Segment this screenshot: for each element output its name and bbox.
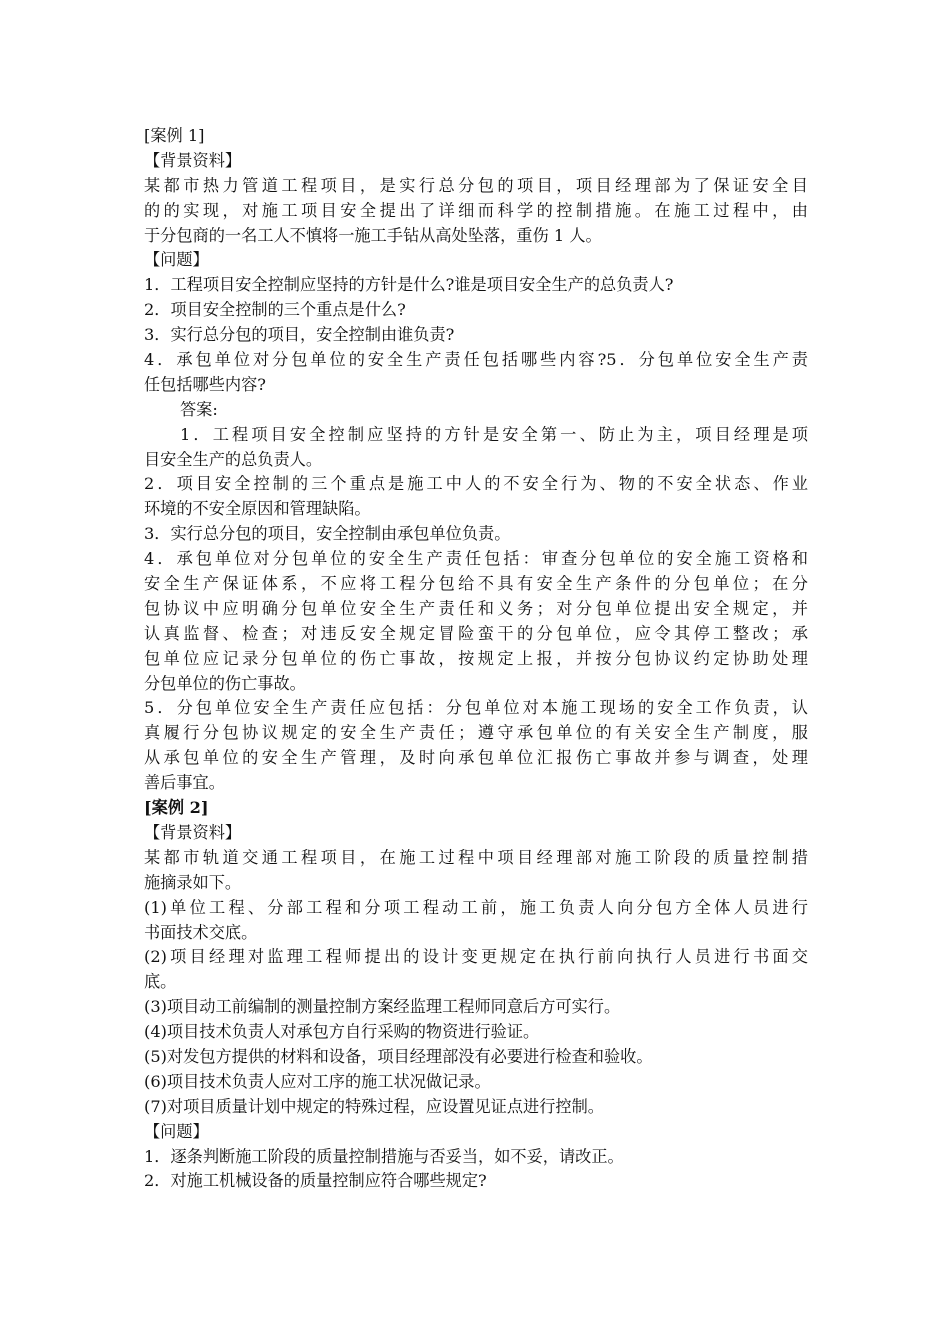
paragraph-line: 施摘录如下。 xyxy=(144,872,242,892)
answer-line: 4．承包单位对分包单位的安全生产责任包括：审查分包单位的安全施工资格和 xyxy=(144,549,808,569)
answer-line: 从承包单位的安全生产管理，及时向承包单位汇报伤亡事故并参与调查，处理 xyxy=(144,748,808,768)
case1-background-heading: 【背景资料】 xyxy=(144,150,242,170)
paragraph-line: 底。 xyxy=(144,972,177,992)
case2-title: [案例 2] xyxy=(144,798,209,818)
case1-answers xyxy=(144,423,808,796)
answer-line: 环境的不安全原因和管理缺陷。 xyxy=(144,499,371,519)
answer-line: 善后事宜。 xyxy=(144,773,225,793)
answer-line: 5．分包单位安全生产责任应包括：分包单位对本施工现场的安全工作负责，认 xyxy=(144,698,808,718)
case2-question-heading: 【问题】 xyxy=(144,1121,209,1141)
paragraph-line: (5)对发包方提供的材料和设备，项目经理部没有必要进行检查和验收。 xyxy=(144,1046,653,1066)
question-line: 3．实行总分包的项目，安全控制由谁负责? xyxy=(144,325,455,345)
answer-line: 目安全生产的总负责人。 xyxy=(144,449,323,469)
question-line: 4．承包单位对分包单位的安全生产责任包括哪些内容?5．分包单位安全生产责 xyxy=(144,350,808,370)
paragraph-line: 书面技术交底。 xyxy=(144,922,258,942)
paragraph-line: (7)对项目质量计划中规定的特殊过程，应设置见证点进行控制。 xyxy=(144,1096,604,1116)
paragraph-line: 某都市轨道交通工程项目，在施工过程中项目经理部对施工阶段的质量控制措 xyxy=(144,847,808,867)
paragraph-line: (1)单位工程、分部工程和分项工程动工前，施工负责人向分包方全体人员进行 xyxy=(144,897,808,917)
answer-line: 1．工程项目安全控制应坚持的方针是安全第一、防止为主，项目经理是项 xyxy=(180,424,808,444)
question-line: 1．工程项目安全控制应坚持的方针是什么?谁是项目安全生产的总负责人? xyxy=(144,275,674,295)
case1-background xyxy=(144,174,808,249)
answer-line: 安全生产保证体系，不应将工程分包给不具有安全生产条件的分包单位；在分 xyxy=(144,574,808,594)
paragraph-line: 于分包商的一名工人不慎将一施工手钻从高处坠落，重伤 1 人。 xyxy=(144,225,602,245)
case2-questions xyxy=(144,1145,808,1195)
question-line: 2．对施工机械设备的质量控制应符合哪些规定? xyxy=(144,1171,487,1191)
case2-background-heading: 【背景资料】 xyxy=(144,822,242,842)
question-line: 任包括哪些内容? xyxy=(144,374,266,394)
paragraph-line: (3)项目动工前编制的测量控制方案经监理工程师同意后方可实行。 xyxy=(144,997,621,1017)
answer-line: 分包单位的伤亡事故。 xyxy=(144,673,306,693)
answer-line: 包协议中应明确分包单位安全生产责任和义务；对分包单位提出安全规定，并 xyxy=(144,598,808,618)
answer-line: 认真监督、检查；对违反安全规定冒险蛮干的分包单位，应令其停工整改；承 xyxy=(144,623,808,643)
paragraph-line: (6)项目技术负责人应对工序的施工状况做记录。 xyxy=(144,1071,491,1091)
paragraph-line: 的的实现，对施工项目安全提出了详细而科学的控制措施。在施工过程中，由 xyxy=(144,200,808,220)
case1-questions xyxy=(144,273,808,397)
answer-line: 包单位应记录分包单位的伤亡事故，按规定上报，并按分包协议约定协助处理 xyxy=(144,648,808,668)
answer-line: 2．项目安全控制的三个重点是施工中人的不安全行为、物的不安全状态、作业 xyxy=(144,474,808,494)
answer-line: 3．实行总分包的项目，安全控制由承包单位负责。 xyxy=(144,524,511,544)
case1-question-heading: 【问题】 xyxy=(144,250,209,270)
question-line: 2．项目安全控制的三个重点是什么? xyxy=(144,300,406,320)
case2-background xyxy=(144,846,808,1120)
document-page xyxy=(144,124,808,1194)
question-line: 1．逐条判断施工阶段的质量控制措施与否妥当，如不妥，请改正。 xyxy=(144,1146,624,1166)
paragraph-line: 某都市热力管道工程项目，是实行总分包的项目，项目经理部为了保证安全目 xyxy=(144,175,808,195)
paragraph-line: (4)项目技术负责人对承包方自行采购的物资进行验证。 xyxy=(144,1022,540,1042)
answer-label: 答案: xyxy=(180,399,218,419)
answer-line: 真履行分包协议规定的安全生产责任；遵守承包单位的有关安全生产制度，服 xyxy=(144,723,808,743)
paragraph-line: (2)项目经理对监理工程师提出的设计变更规定在执行前向执行人员进行书面交 xyxy=(144,947,808,967)
case1-title: [案例 1] xyxy=(144,126,205,145)
